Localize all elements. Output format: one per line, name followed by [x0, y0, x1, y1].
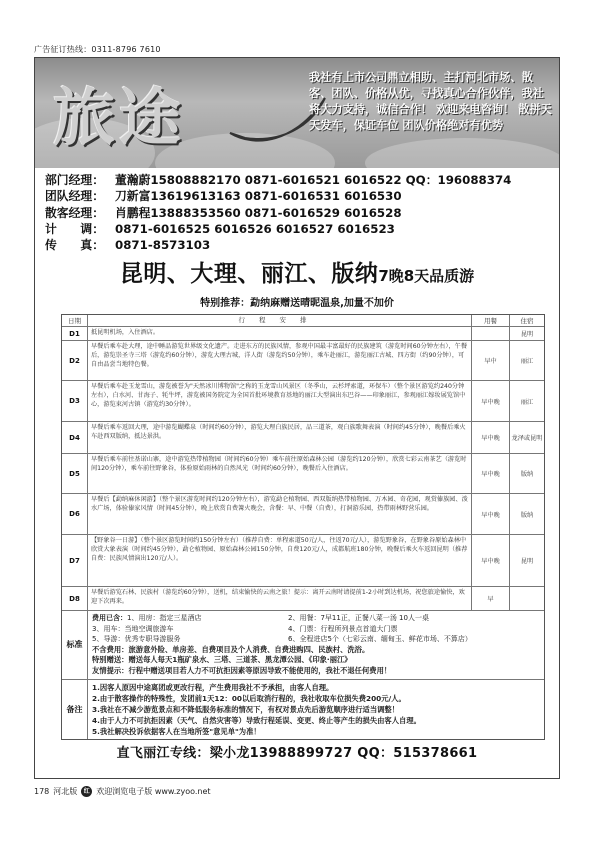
- logo-mark-icon: 红: [81, 786, 92, 797]
- reminder: 友情提示：行程中赠送项目若人力不可抗拒因素等原因导致不能使用的，我社不退任何费用！: [92, 665, 392, 675]
- hotel-cell: [510, 587, 544, 610]
- table-row: [62, 341, 544, 381]
- day-cell: D7: [62, 535, 88, 586]
- meal-cell: 早: [472, 587, 510, 610]
- day-cell: D6: [62, 494, 88, 534]
- desc-cell: 早餐后【勐纳麻休闲游】（整个景区游览时间约120分钟左右），游览勐仑植物园、西双版纳热带植物园、万木园、奇花园，观赏傣族园、泼水广场，体验傣家风情（时间45分钟），晚上欣赏自费篝火晚会，含餐：早、中餐（自费），打洞游乐园，热带雨林野营乐园。: [88, 494, 472, 534]
- table-header: [62, 315, 544, 327]
- meal-cell: [472, 327, 510, 340]
- day-cell: D8: [62, 587, 88, 610]
- headline: [35, 255, 559, 288]
- header-hotel: 住宿: [520, 317, 534, 325]
- remark-item: 4.由于人力不可抗拒因素（天气、自然灾害等）导致行程延误、变更、终止等产生的损失由客人自理。: [92, 715, 421, 725]
- meal-cell: 早中晚: [472, 494, 510, 534]
- contact-text: 0871-6016525 6016526 6016527 6016523: [115, 221, 395, 236]
- remarks-section: [62, 680, 544, 739]
- table-row: [62, 454, 544, 494]
- contact-row: [45, 237, 555, 253]
- meal-cell: 早中: [472, 341, 510, 380]
- express-line: 直飞丽江专线：梁小龙13988899727 QQ：515378661: [116, 746, 478, 761]
- meal-cell: 早中晚: [472, 422, 510, 453]
- table-row: [62, 327, 544, 341]
- day-cell: D5: [62, 454, 88, 493]
- promo-text: 我社有上市公司鼎立相助、主打河北市场、散客、团队、价格从优，寻找真心合作伙伴，我社将大力支持，诚信合作！ 欢迎来电咨询！ 散拼天天发车，保证车位 团队价格绝对有优势: [309, 71, 552, 132]
- desc-cell: 抵昆明机场，入住酒店。: [88, 327, 472, 340]
- contact-label: 团队经理：: [45, 189, 104, 204]
- desc-cell: 早餐后游览石林、民族村（游览约60分钟），送机，结束愉快的云南之旅！提示：离开云南时请提前1-2小时到达机场，祝您旅途愉快，欢迎下次再来。: [88, 587, 472, 610]
- fee-item: 费用已含：1、用房：指定三星酒店: [92, 614, 202, 622]
- logo-title: 旅途: [53, 81, 186, 154]
- edition-label: 河北版: [53, 787, 78, 796]
- hotel-cell: 丽江: [520, 358, 534, 365]
- remarks-label: 备注: [62, 680, 88, 739]
- remark-item: 5.我社解决投诉依据客人在当地所签"意见单"为准！: [92, 726, 261, 736]
- header-meal: 用餐: [472, 315, 510, 326]
- desc-cell: 早餐后乘车赴大理，途中睡品游览世界级文化遗产。走进东方的民族风情，参观中国最丰富最好的民族建筑（游览时间60分钟左右），午餐后，游览崇圣寺三塔（游览约60分钟），游览大理古城，洋人街（游览约50分钟），乘车赴丽江，游览丽江古城、四方街（约90分钟），可自由品尝当地特色餐。: [88, 341, 472, 380]
- hotel-cell: 龙泽或昆明: [511, 435, 543, 442]
- standard-section: [62, 611, 544, 680]
- day-cell: D1: [62, 327, 88, 340]
- contact-list: [45, 172, 555, 253]
- contact-label: 部门经理：: [45, 173, 104, 187]
- day-cell: D3: [62, 381, 88, 421]
- contact-label: 散客经理：: [45, 205, 104, 220]
- table-row: [62, 587, 544, 611]
- gifts: 特别赠送：赠送每人每天1瓶矿泉水、三塔、三道茶、黑龙潭公园、《印象·丽江》: [92, 655, 352, 665]
- meal-cell: 早中晚: [472, 381, 510, 421]
- contact-row: [45, 188, 555, 204]
- subheadline: 特别推荐：勐纳麻赠送晴昵温泉,加量不加价: [200, 298, 394, 309]
- header-day: 日期: [62, 315, 88, 326]
- remark-item: 2.由于散客操作的特殊性，发团前1天12：00以后取消行程的，我社收取车位损失费200元/人。: [92, 693, 406, 703]
- header-desc: 行程安排: [88, 315, 472, 326]
- standard-label: 标准: [62, 611, 88, 679]
- desc-cell: 早餐后乘车返回大理，途中游览蝴蝶泉（时间约60分钟），游览大理白族民居，品三道茶，观白族歌舞表演（时间约45分钟），晚餐后乘火车赴西双版纳，抵达景洪。: [88, 422, 472, 453]
- ad-hotline: 广告征订热线：0311-8796 7610: [34, 45, 161, 54]
- contact-text: 0871-8573103: [115, 238, 211, 253]
- hotel-cell: 昆明: [520, 558, 534, 565]
- day-cell: D2: [62, 341, 88, 380]
- day-cell: D4: [62, 422, 88, 453]
- meal-cell: 早中晚: [472, 454, 510, 493]
- remark-item: 3.我社在不减少游览景点和不降低服务标准的情况下，有权对景点先后游览顺序进行适当调整！: [92, 704, 400, 714]
- desc-cell: 早餐后乘车赴玉龙雪山，游览被誉为"天然冰川博物馆"之称的玉龙雪山风景区（冬季山，云杉坪索道，环保车）（整个景区游览约240分钟左右），白水河、甘海子、牦牛坪，游览被国务院定为全国首批环境教育基地的丽江大型演出东巴谷——印象丽江，参观丽江嫁妆展览馆中心，游览束河古镇（游览约30分钟）。: [88, 381, 472, 421]
- contact-text: 董瀚蔚15808882170 0871-6016521 6016522 QQ：196088374: [115, 173, 512, 187]
- table-row: [62, 381, 544, 422]
- fee-item: 3、用车：当地空调旅游车: [92, 624, 174, 633]
- fee-item: 5、导游：优秀专职导游服务: [92, 635, 181, 644]
- fees-lead: 费用已含：: [92, 614, 127, 622]
- hotel-cell: 丽江: [520, 398, 534, 406]
- meal-cell: 早中晚: [472, 535, 510, 586]
- desc-cell: 早餐后乘车前往基诺山寨，途中游览热带植物园（时间约60分钟）乘车前往原始森林公园（游览约120分钟），欣赏七彩云南茶艺（游览时间120分钟），乘车前往野象谷，体验原始雨林的自然风光（时间约60分钟），晚餐后入住酒店。: [88, 454, 472, 493]
- hotel-cell: 昆明: [520, 331, 534, 338]
- page-footer: [34, 786, 211, 797]
- contact-row: [45, 221, 555, 237]
- table-row: [62, 535, 544, 587]
- fee-item: 2、用餐：7早11正，正餐八菜一汤 10人一桌: [288, 614, 429, 622]
- footer-text: 欢迎浏览电子版 www.zyoo.net: [96, 787, 211, 796]
- hotel-cell: 版纳: [520, 511, 534, 519]
- hotel-cell: 版纳: [520, 471, 534, 478]
- contact-text: 肖鹏程13888353560 0871-6016529 6016528: [115, 205, 402, 220]
- fee-item: 6、全程进店5个（七彩云南、缅甸玉、鲜花市场、不算店）: [288, 635, 472, 644]
- banner: [35, 58, 559, 168]
- fee-item: 4、门票：行程所列景点首道大门票: [288, 624, 398, 633]
- table-row: [62, 494, 544, 535]
- fee-list: [92, 613, 540, 645]
- contact-label: 计 调：: [45, 221, 104, 236]
- contact-row: [45, 205, 555, 221]
- headline-tail: 7晚8天品质游: [378, 267, 475, 285]
- page-number: 178: [34, 787, 50, 796]
- itinerary-table: [61, 314, 545, 740]
- travel-advertisement: [34, 57, 560, 779]
- headline-main: 昆明、大理、丽江、版纳: [119, 261, 379, 287]
- desc-cell: 【野象谷一日游】（整个景区游览时间约150分钟左右）（推荐自费：单程索道50元/人，往返70元/人），游览野象谷，在野象谷原始森林中欣赏大象表演（时间约45分钟），勐仑植物园、原始森林公园150分钟，自费120元/人，成都航班180分钟，晚餐后乘火车返回昆明（推荐自费：民族风情演出120元/人）。: [88, 535, 472, 586]
- contact-row: [45, 172, 555, 188]
- contact-text: 刀新富13619613163 0871-6016531 6016530: [115, 189, 402, 204]
- table-row: [62, 422, 544, 454]
- contact-label: 传 真：: [45, 238, 104, 253]
- remark-item: 1.因客人原因中途离团或更改行程，产生费用我社不予承担，由客人自理。: [92, 682, 334, 692]
- not-included: 不含费用：旅游意外险、单房差、自费项目及个人消费、自费进购四、民族村、洗浴。: [92, 644, 370, 654]
